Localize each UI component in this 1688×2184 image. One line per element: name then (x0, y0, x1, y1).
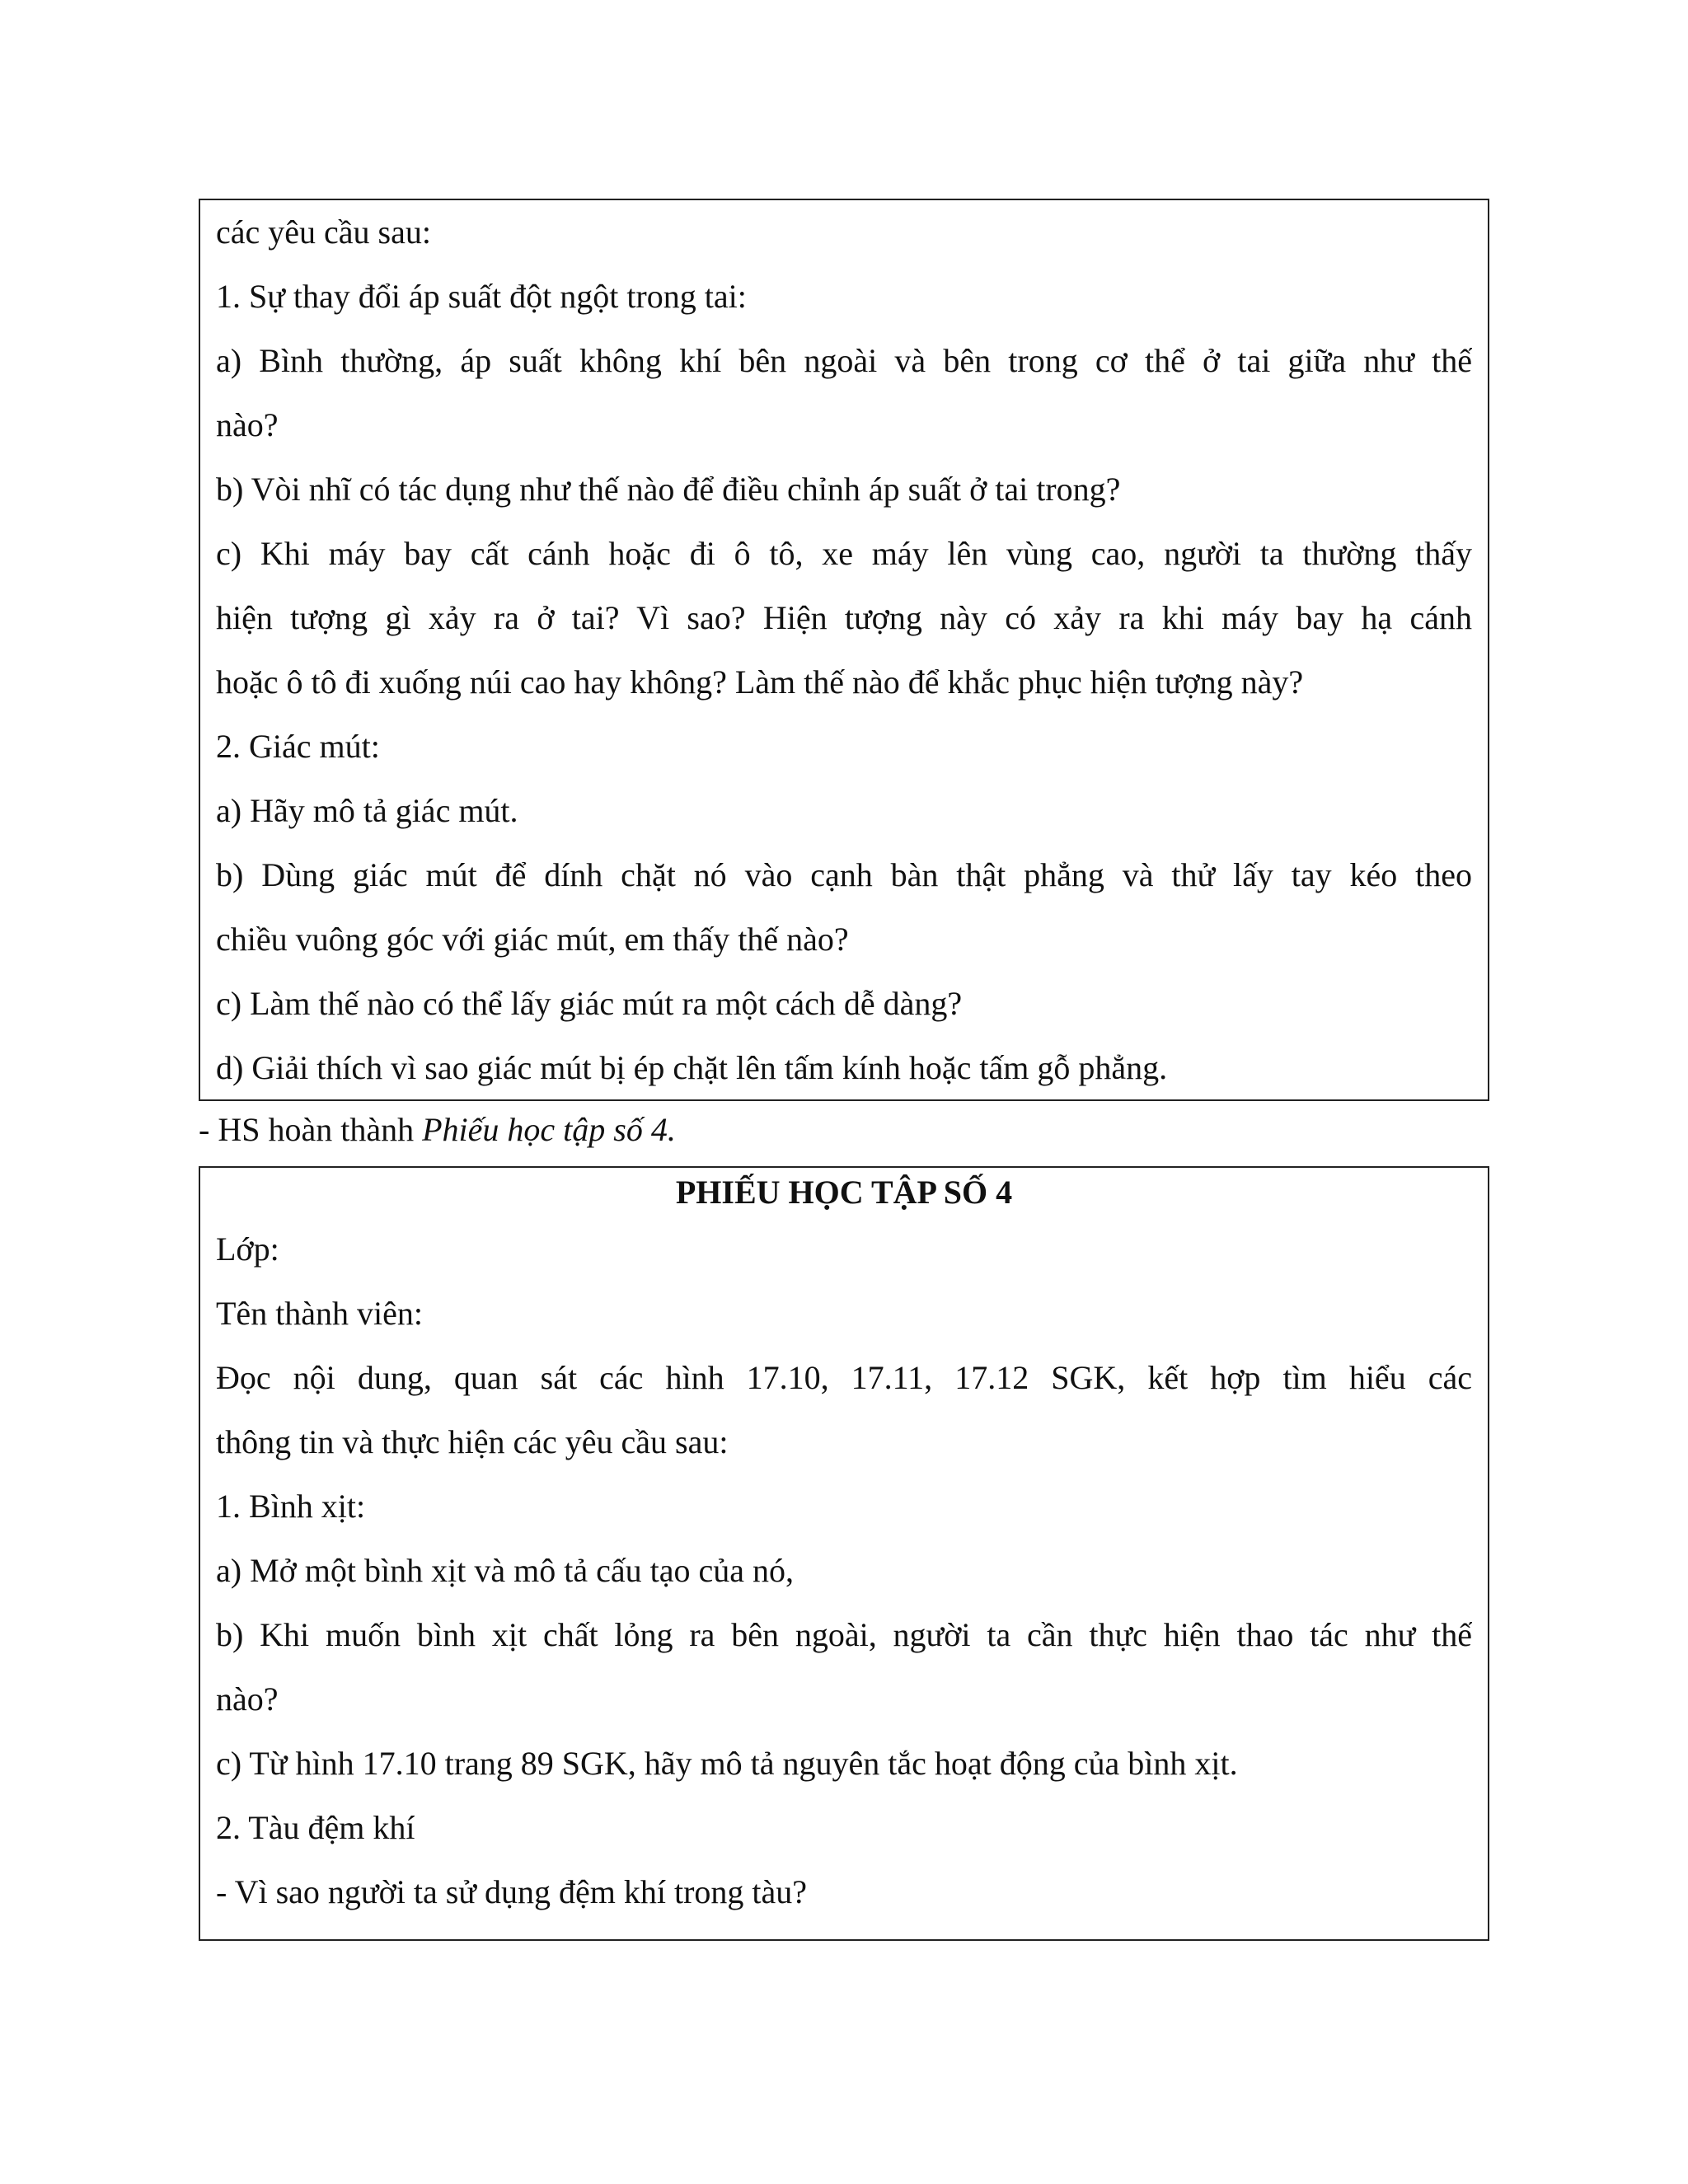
instructions-line-1: Đọc nội dung, quan sát các hình 17.10, 17.11, 17.12 SGK, kết hợp tìm hiểu các (216, 1359, 1472, 1396)
question-2-heading: 2. Giác mút: (216, 728, 380, 765)
members-field-label: Tên thành viên: (216, 1295, 424, 1332)
question-1b: b) Vòi nhĩ có tác dụng như thế nào để điều chỉnh áp suất ở tai trong? (216, 471, 1121, 508)
question-1b-line-2: nào? (216, 1680, 279, 1718)
question-1-heading: 1. Bình xịt: (216, 1488, 366, 1525)
question-2b-line-1: b) Dùng giác mút để dính chặt nó vào cạnh bàn thật phẳng và thử lấy tay kéo theo (216, 856, 1472, 893)
question-2c: c) Làm thế nào có thể lấy giác mút ra một cách dễ dàng? (216, 985, 963, 1022)
instruction-line (199, 1098, 676, 1162)
question-1a-line-1: a) Bình thường, áp suất không khí bên ngoài và bên trong cơ thể ở tai giữa như thế (216, 342, 1472, 379)
instruction-prefix: - HS hoàn thành (199, 1111, 423, 1148)
class-field-label: Lớp: (216, 1230, 279, 1268)
worksheet-4-box (199, 1166, 1489, 1941)
question-2-item: - Vì sao người ta sử dụng đệm khí trong tàu? (216, 1873, 808, 1910)
text-line: các yêu cầu sau: (216, 213, 431, 251)
question-1a-line-2: nào? (216, 406, 279, 443)
question-1c-line-2: hiện tượng gì xảy ra ở tai? Vì sao? Hiện tượng này có xảy ra khi máy bay hạ cánh (216, 599, 1472, 636)
instructions-line-2: thông tin và thực hiện các yêu cầu sau: (216, 1423, 729, 1460)
question-1b-line-1: b) Khi muốn bình xịt chất lỏng ra bên ngoài, người ta cần thực hiện thao tác như thế (216, 1616, 1472, 1653)
question-1c-line-1: c) Khi máy bay cất cánh hoặc đi ô tô, xe máy lên vùng cao, người ta thường thấy (216, 535, 1472, 572)
question-1a: a) Mở một bình xịt và mô tả cấu tạo của nó, (216, 1552, 794, 1589)
worksheet-4-title: PHIẾU HỌC TẬP SỐ 4 (675, 1174, 1013, 1211)
question-2a: a) Hãy mô tả giác mút. (216, 792, 518, 829)
question-1c-line-3: hoặc ô tô đi xuống núi cao hay không? Làm thế nào để khắc phục hiện tượng này? (216, 663, 1304, 701)
worksheet-3-continued-box (199, 199, 1489, 1101)
question-2-heading: 2. Tàu đệm khí (216, 1809, 415, 1846)
question-2d: d) Giải thích vì sao giác mút bị ép chặt lên tấm kính hoặc tấm gỗ phẳng. (216, 1049, 1168, 1086)
question-1c: c) Từ hình 17.10 trang 89 SGK, hãy mô tả nguyên tắc hoạt động của bình xịt. (216, 1745, 1238, 1782)
question-1-heading: 1. Sự thay đổi áp suất đột ngột trong tai: (216, 278, 747, 315)
instruction-worksheet-ref: Phiếu học tập số 4. (422, 1111, 676, 1148)
question-2b-line-2: chiều vuông góc với giác mút, em thấy thế nào? (216, 921, 849, 958)
